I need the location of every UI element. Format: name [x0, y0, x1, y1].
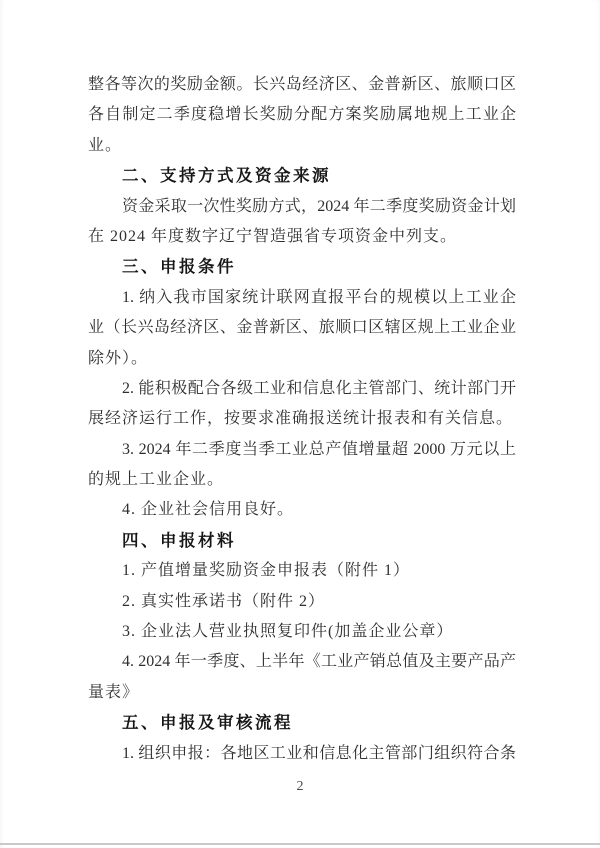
text-line: 量表》 — [88, 683, 140, 701]
paragraph-block — [88, 192, 516, 253]
section-heading — [88, 708, 516, 738]
heading-text: 二、支持方式及资金来源 — [122, 166, 331, 186]
page-number: 2 — [296, 779, 304, 794]
text-line: 各自制定二季度稳增长奖励分配方案奖励属地规上工业企 — [88, 106, 516, 124]
text-line: 4. 企业社会信用良好。 — [122, 501, 295, 519]
section-heading — [88, 161, 516, 191]
paragraph-block — [88, 739, 516, 769]
text-line: 1. 组织申报：各地区工业和信息化主管部门组织符合条 — [122, 744, 516, 762]
text-line: 业。 — [88, 136, 123, 154]
heading-text: 四、申报材料 — [122, 530, 236, 550]
text-line: 2. 真实性承诺书（附件 2） — [122, 592, 326, 610]
text-line: 的规上工业企业。 — [88, 471, 225, 489]
heading-text: 三、申报条件 — [122, 257, 236, 277]
paragraph-block — [88, 374, 516, 435]
section-heading — [88, 526, 516, 556]
text-line: 整各等次的奖励金额。长兴岛经济区、金普新区、旅顺口区 — [88, 76, 516, 93]
document-content — [88, 70, 516, 769]
text-line: 在 2024 年度数字辽宁智造强省专项资金中列支。 — [88, 227, 458, 245]
paragraph-block — [88, 617, 516, 647]
paragraph-block — [88, 435, 516, 496]
section-heading — [88, 252, 516, 282]
text-line: 4. 2024 年一季度、上半年《工业产销总值及主要产品产 — [122, 653, 516, 671]
paragraph-block — [88, 647, 516, 708]
text-line: 除外）。 — [88, 349, 149, 367]
text-line: 2. 能积极配合各级工业和信息化主管部门、统计部门开 — [122, 379, 516, 397]
text-line: 业（长兴岛经济区、金普新区、旅顺口区辖区规上工业企业 — [88, 319, 516, 337]
text-line: 3. 企业法人营业执照复印件(加盖企业公章） — [122, 623, 454, 641]
text-line: 资金采取一次性奖励方式，2024 年二季度奖励资金计划 — [122, 197, 516, 215]
text-line: 展经济运行工作，按要求准确报送统计报表和有关信息。 — [88, 410, 514, 428]
text-line: 1. 纳入我市国家统计联网直报平台的规模以上工业企 — [122, 288, 516, 306]
text-line: 3. 2024 年二季度当季工业总产值增量超 2000 万元以上 — [122, 440, 516, 458]
heading-text: 五、申报及审核流程 — [122, 713, 293, 733]
text-line: 1. 产值增量奖励资金申报表（附件 1） — [122, 562, 411, 580]
paragraph-block — [88, 70, 516, 161]
paragraph-block — [88, 587, 516, 617]
paragraph-block — [88, 283, 516, 374]
paragraph-block — [88, 495, 516, 525]
page-bottom-edge — [0, 843, 600, 845]
paragraph-block — [88, 556, 516, 586]
